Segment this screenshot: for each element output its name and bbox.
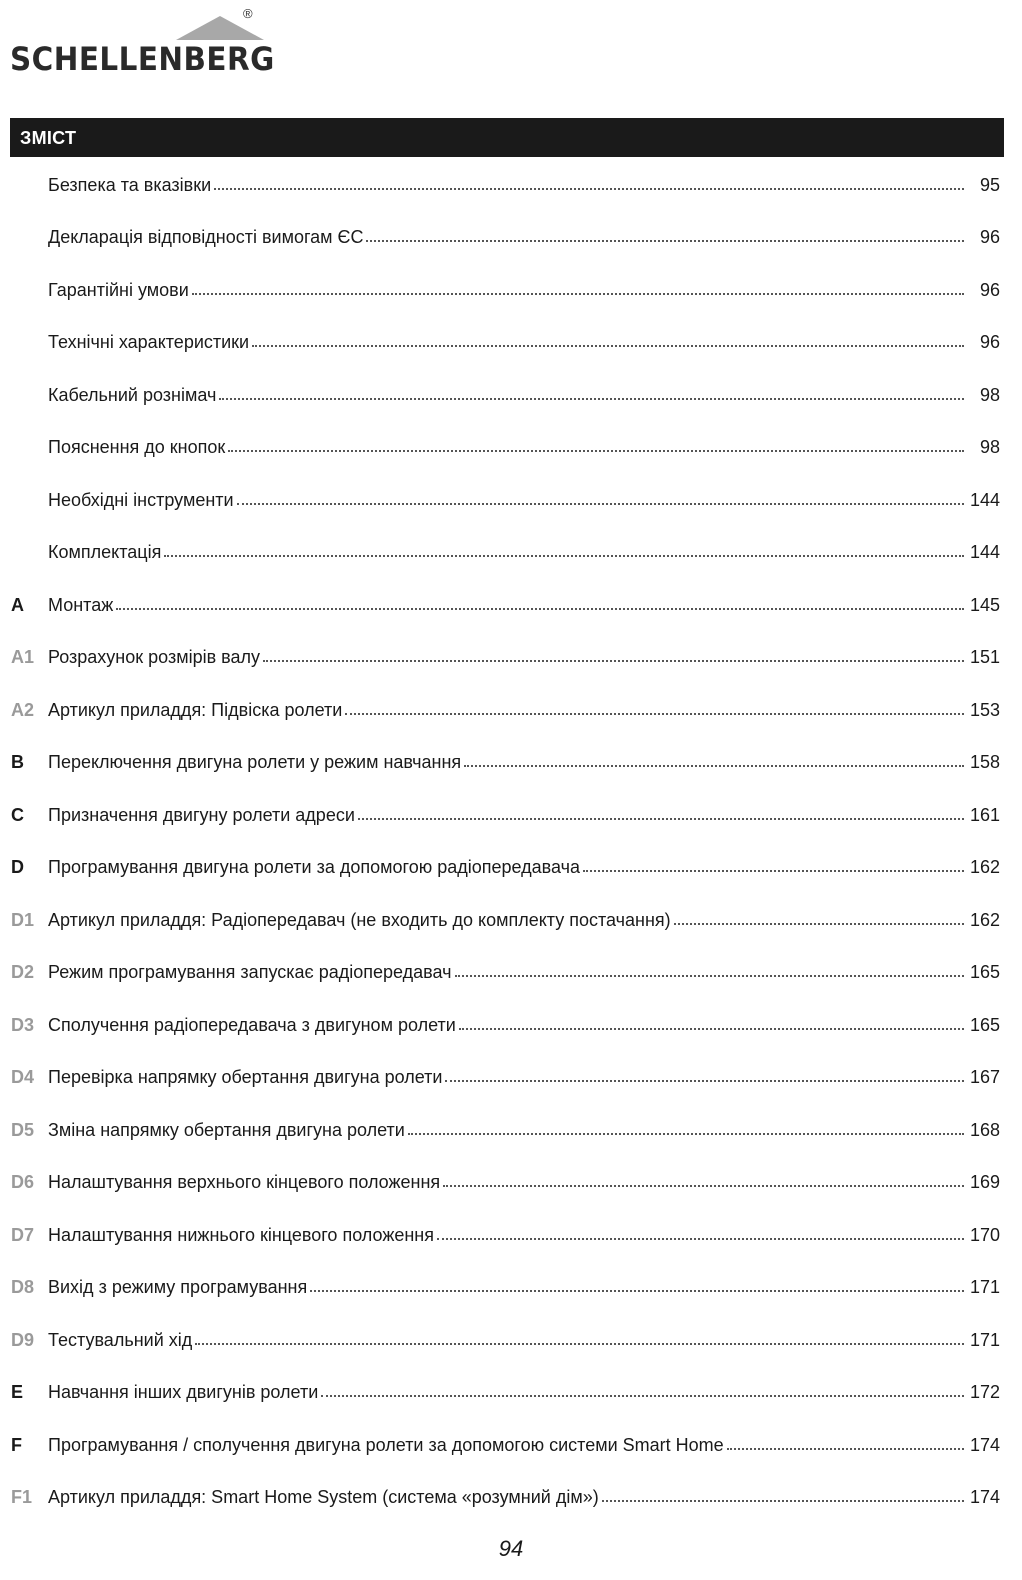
toc-section-label: F1 bbox=[11, 1487, 33, 1507]
toc-entry bbox=[48, 490, 1000, 511]
toc-entry-title: Режим програмування запускає радіопередавач bbox=[48, 962, 452, 982]
toc-section-label: A2 bbox=[11, 699, 35, 720]
dot-leader bbox=[437, 1237, 964, 1240]
toc-entry bbox=[48, 805, 1000, 826]
toc-entry bbox=[48, 175, 1000, 196]
toc-page-number: 151 bbox=[969, 647, 1000, 667]
toc-entry bbox=[48, 280, 1000, 301]
dot-leader bbox=[195, 1342, 964, 1345]
page-number: 94 bbox=[498, 1536, 524, 1561]
toc-entry bbox=[48, 1225, 1000, 1246]
toc-page-number: 171 bbox=[969, 1277, 1000, 1297]
toc-page-number: 144 bbox=[969, 542, 1000, 562]
dot-leader bbox=[310, 1289, 964, 1292]
toc-entry bbox=[48, 1120, 1000, 1141]
toc-section-label: D bbox=[11, 857, 24, 877]
toc-page-number: 96 bbox=[979, 332, 1000, 352]
toc-page-number: 168 bbox=[969, 1119, 1000, 1140]
registered-mark: ® bbox=[243, 6, 253, 21]
toc-row[interactable] bbox=[0, 1378, 1022, 1408]
dot-leader bbox=[252, 344, 964, 347]
toc-page-number: 95 bbox=[979, 174, 1000, 195]
toc-row[interactable] bbox=[0, 748, 1022, 778]
toc-entry bbox=[48, 542, 1000, 563]
dot-leader bbox=[164, 554, 964, 557]
dot-leader bbox=[219, 397, 964, 400]
toc-entry bbox=[48, 332, 1000, 353]
toc-row[interactable] bbox=[0, 328, 1022, 358]
toc-page-number: 169 bbox=[969, 1172, 1000, 1192]
toc-page-number: 174 bbox=[969, 1487, 1000, 1507]
toc-entry bbox=[48, 752, 1000, 773]
toc-entry-title: Монтаж bbox=[48, 594, 114, 615]
dot-leader bbox=[583, 869, 964, 872]
toc-page-number: 165 bbox=[969, 962, 1000, 982]
toc-entry-title: Артикул приладдя: Smart Home System (система «розумний дім») bbox=[48, 1487, 599, 1507]
toc-section-label: F bbox=[11, 1434, 22, 1455]
toc-section-label: D5 bbox=[11, 1119, 35, 1140]
toc-row[interactable] bbox=[0, 695, 1022, 725]
toc-section-label: D9 bbox=[11, 1329, 35, 1350]
toc-row[interactable] bbox=[0, 538, 1022, 568]
toc-page-number: 167 bbox=[969, 1067, 1000, 1087]
toc-entry bbox=[48, 1277, 1000, 1298]
toc-row[interactable] bbox=[0, 223, 1022, 253]
toc-row[interactable] bbox=[0, 1483, 1022, 1513]
toc-page-number: 161 bbox=[969, 804, 1000, 825]
toc-entry bbox=[48, 595, 1000, 616]
toc-row[interactable] bbox=[0, 1430, 1022, 1460]
toc-page-number: 144 bbox=[969, 489, 1000, 510]
toc-entry-title: Технічні характеристики bbox=[48, 332, 250, 352]
toc-entry bbox=[48, 1172, 1000, 1193]
toc-entry bbox=[48, 1330, 1000, 1351]
toc-entry-title: Гарантійні умови bbox=[48, 279, 189, 300]
dot-leader bbox=[358, 817, 964, 820]
dot-leader bbox=[116, 607, 964, 610]
toc-entry-title: Налаштування верхнього кінцевого положення bbox=[48, 1172, 441, 1192]
toc-row[interactable] bbox=[0, 643, 1022, 673]
toc-entry-title: Комплектація bbox=[48, 542, 162, 562]
toc-row[interactable] bbox=[0, 1273, 1022, 1303]
toc-page-number: 145 bbox=[969, 594, 1000, 615]
toc-section-label: D2 bbox=[11, 962, 35, 982]
toc-section-label: D1 bbox=[11, 909, 35, 930]
toc-entry-title: Призначення двигуну ролети адреси bbox=[48, 804, 355, 825]
dot-leader bbox=[602, 1499, 964, 1502]
toc-section-label: C bbox=[11, 804, 24, 825]
toc-entry-title: Сполучення радіопередавача з двигуном ролети bbox=[48, 1014, 456, 1035]
toc-entry bbox=[48, 1487, 1000, 1508]
toc-entry bbox=[48, 700, 1000, 721]
toc-entry-title: Пояснення до кнопок bbox=[48, 437, 226, 457]
toc-row[interactable] bbox=[0, 433, 1022, 463]
toc-entry-title: Налаштування нижнього кінцевого положення bbox=[48, 1224, 434, 1245]
dot-leader bbox=[237, 502, 964, 505]
dot-leader bbox=[214, 187, 964, 190]
toc-row[interactable] bbox=[0, 1063, 1022, 1093]
toc-entry-title: Артикул приладдя: Радіопередавач (не входить до комплекту постачання) bbox=[48, 909, 671, 930]
toc-page-number: 96 bbox=[979, 279, 1000, 300]
toc-row[interactable] bbox=[0, 1168, 1022, 1198]
dot-leader bbox=[459, 1027, 964, 1030]
toc-entry-title: Декларація відповідності вимогам ЄС bbox=[48, 227, 364, 247]
toc-entry-title: Вихід з режиму програмування bbox=[48, 1277, 308, 1297]
toc-row[interactable] bbox=[0, 1010, 1022, 1040]
toc-row[interactable] bbox=[0, 853, 1022, 883]
toc-entry-title: Програмування двигуна ролети за допомогою радіопередавача bbox=[48, 857, 581, 877]
toc-page-number: 171 bbox=[969, 1329, 1000, 1350]
toc-row[interactable] bbox=[0, 275, 1022, 305]
toc-entry-title: Необхідні інструменти bbox=[48, 489, 234, 510]
dot-leader bbox=[464, 764, 964, 767]
toc-section-label: D3 bbox=[11, 1014, 35, 1035]
toc-header-bar bbox=[10, 118, 1004, 157]
dot-leader bbox=[345, 712, 964, 715]
toc-page-number: 158 bbox=[969, 752, 1000, 772]
toc-entry bbox=[48, 1067, 1000, 1088]
dot-leader bbox=[445, 1079, 964, 1082]
dot-leader bbox=[727, 1447, 964, 1450]
toc-entry bbox=[48, 910, 1000, 931]
toc-entry bbox=[48, 227, 1000, 248]
toc-row[interactable] bbox=[0, 170, 1022, 200]
toc-section-label: B bbox=[11, 752, 24, 772]
toc-section-label: A bbox=[11, 594, 24, 615]
toc-entry-title: Розрахунок розмірів валу bbox=[48, 647, 261, 667]
toc-page-number: 172 bbox=[969, 1382, 1000, 1402]
toc-page-number: 165 bbox=[969, 1014, 1000, 1035]
toc-row[interactable] bbox=[0, 380, 1022, 410]
toc-page-number: 98 bbox=[979, 384, 1000, 405]
toc-page-number: 153 bbox=[969, 699, 1000, 720]
toc-row[interactable] bbox=[0, 800, 1022, 830]
toc-section-label: A1 bbox=[11, 647, 35, 667]
toc-page-number: 162 bbox=[969, 909, 1000, 930]
toc-page-number: 162 bbox=[969, 857, 1000, 877]
toc-entry-title: Перевірка напрямку обертання двигуна ролети bbox=[48, 1067, 443, 1087]
brand-name: SCHELLENBERG bbox=[10, 40, 275, 78]
toc-entry-title: Тестувальний хід bbox=[48, 1329, 193, 1350]
dot-leader bbox=[228, 449, 964, 452]
toc-page-number: 170 bbox=[969, 1224, 1000, 1245]
toc-entry bbox=[48, 385, 1000, 406]
dot-leader bbox=[263, 659, 964, 662]
dot-leader bbox=[455, 974, 965, 977]
toc-page-number: 98 bbox=[979, 437, 1000, 457]
toc-entry bbox=[48, 1015, 1000, 1036]
toc-heading: ЗМІСТ bbox=[20, 128, 77, 148]
toc-row[interactable] bbox=[0, 1220, 1022, 1250]
dot-leader bbox=[321, 1394, 964, 1397]
toc-row[interactable] bbox=[0, 1325, 1022, 1355]
toc-entry bbox=[48, 962, 1000, 983]
toc-entry-title: Переключення двигуна ролети у режим навчання bbox=[48, 752, 462, 772]
toc-entry bbox=[48, 1382, 1000, 1403]
toc-page-number: 174 bbox=[969, 1434, 1000, 1455]
toc-row[interactable] bbox=[0, 1115, 1022, 1145]
dot-leader bbox=[674, 922, 964, 925]
dot-leader bbox=[408, 1132, 964, 1135]
dot-leader bbox=[366, 239, 964, 242]
toc-row[interactable] bbox=[0, 485, 1022, 515]
toc-entry-title: Навчання інших двигунів ролети bbox=[48, 1382, 319, 1402]
toc-section-label: D4 bbox=[11, 1067, 35, 1087]
toc-entry bbox=[48, 437, 1000, 458]
brand-logo bbox=[10, 6, 275, 78]
toc-row[interactable] bbox=[0, 958, 1022, 988]
toc-section-label: D6 bbox=[11, 1172, 35, 1192]
toc-section-label: E bbox=[11, 1382, 24, 1402]
toc-page-number: 96 bbox=[979, 227, 1000, 247]
toc-section-label: D8 bbox=[11, 1277, 35, 1297]
dot-leader bbox=[192, 292, 964, 295]
toc-row[interactable] bbox=[0, 905, 1022, 935]
toc-entry-title: Кабельний рознімач bbox=[48, 384, 217, 405]
toc-row[interactable] bbox=[0, 590, 1022, 620]
toc-entry-title: Зміна напрямку обертання двигуна ролети bbox=[48, 1119, 405, 1140]
toc-entry bbox=[48, 857, 1000, 878]
toc-entry-title: Безпека та вказівки bbox=[48, 174, 212, 195]
toc-section-label: D7 bbox=[11, 1224, 35, 1245]
toc-entry bbox=[48, 647, 1000, 668]
toc-entry bbox=[48, 1435, 1000, 1456]
dot-leader bbox=[443, 1184, 964, 1187]
toc-entry-title: Артикул приладдя: Підвіска ролети bbox=[48, 699, 343, 720]
toc-entry-title: Програмування / сполучення двигуна ролети за допомогою системи Smart Home bbox=[48, 1434, 724, 1455]
